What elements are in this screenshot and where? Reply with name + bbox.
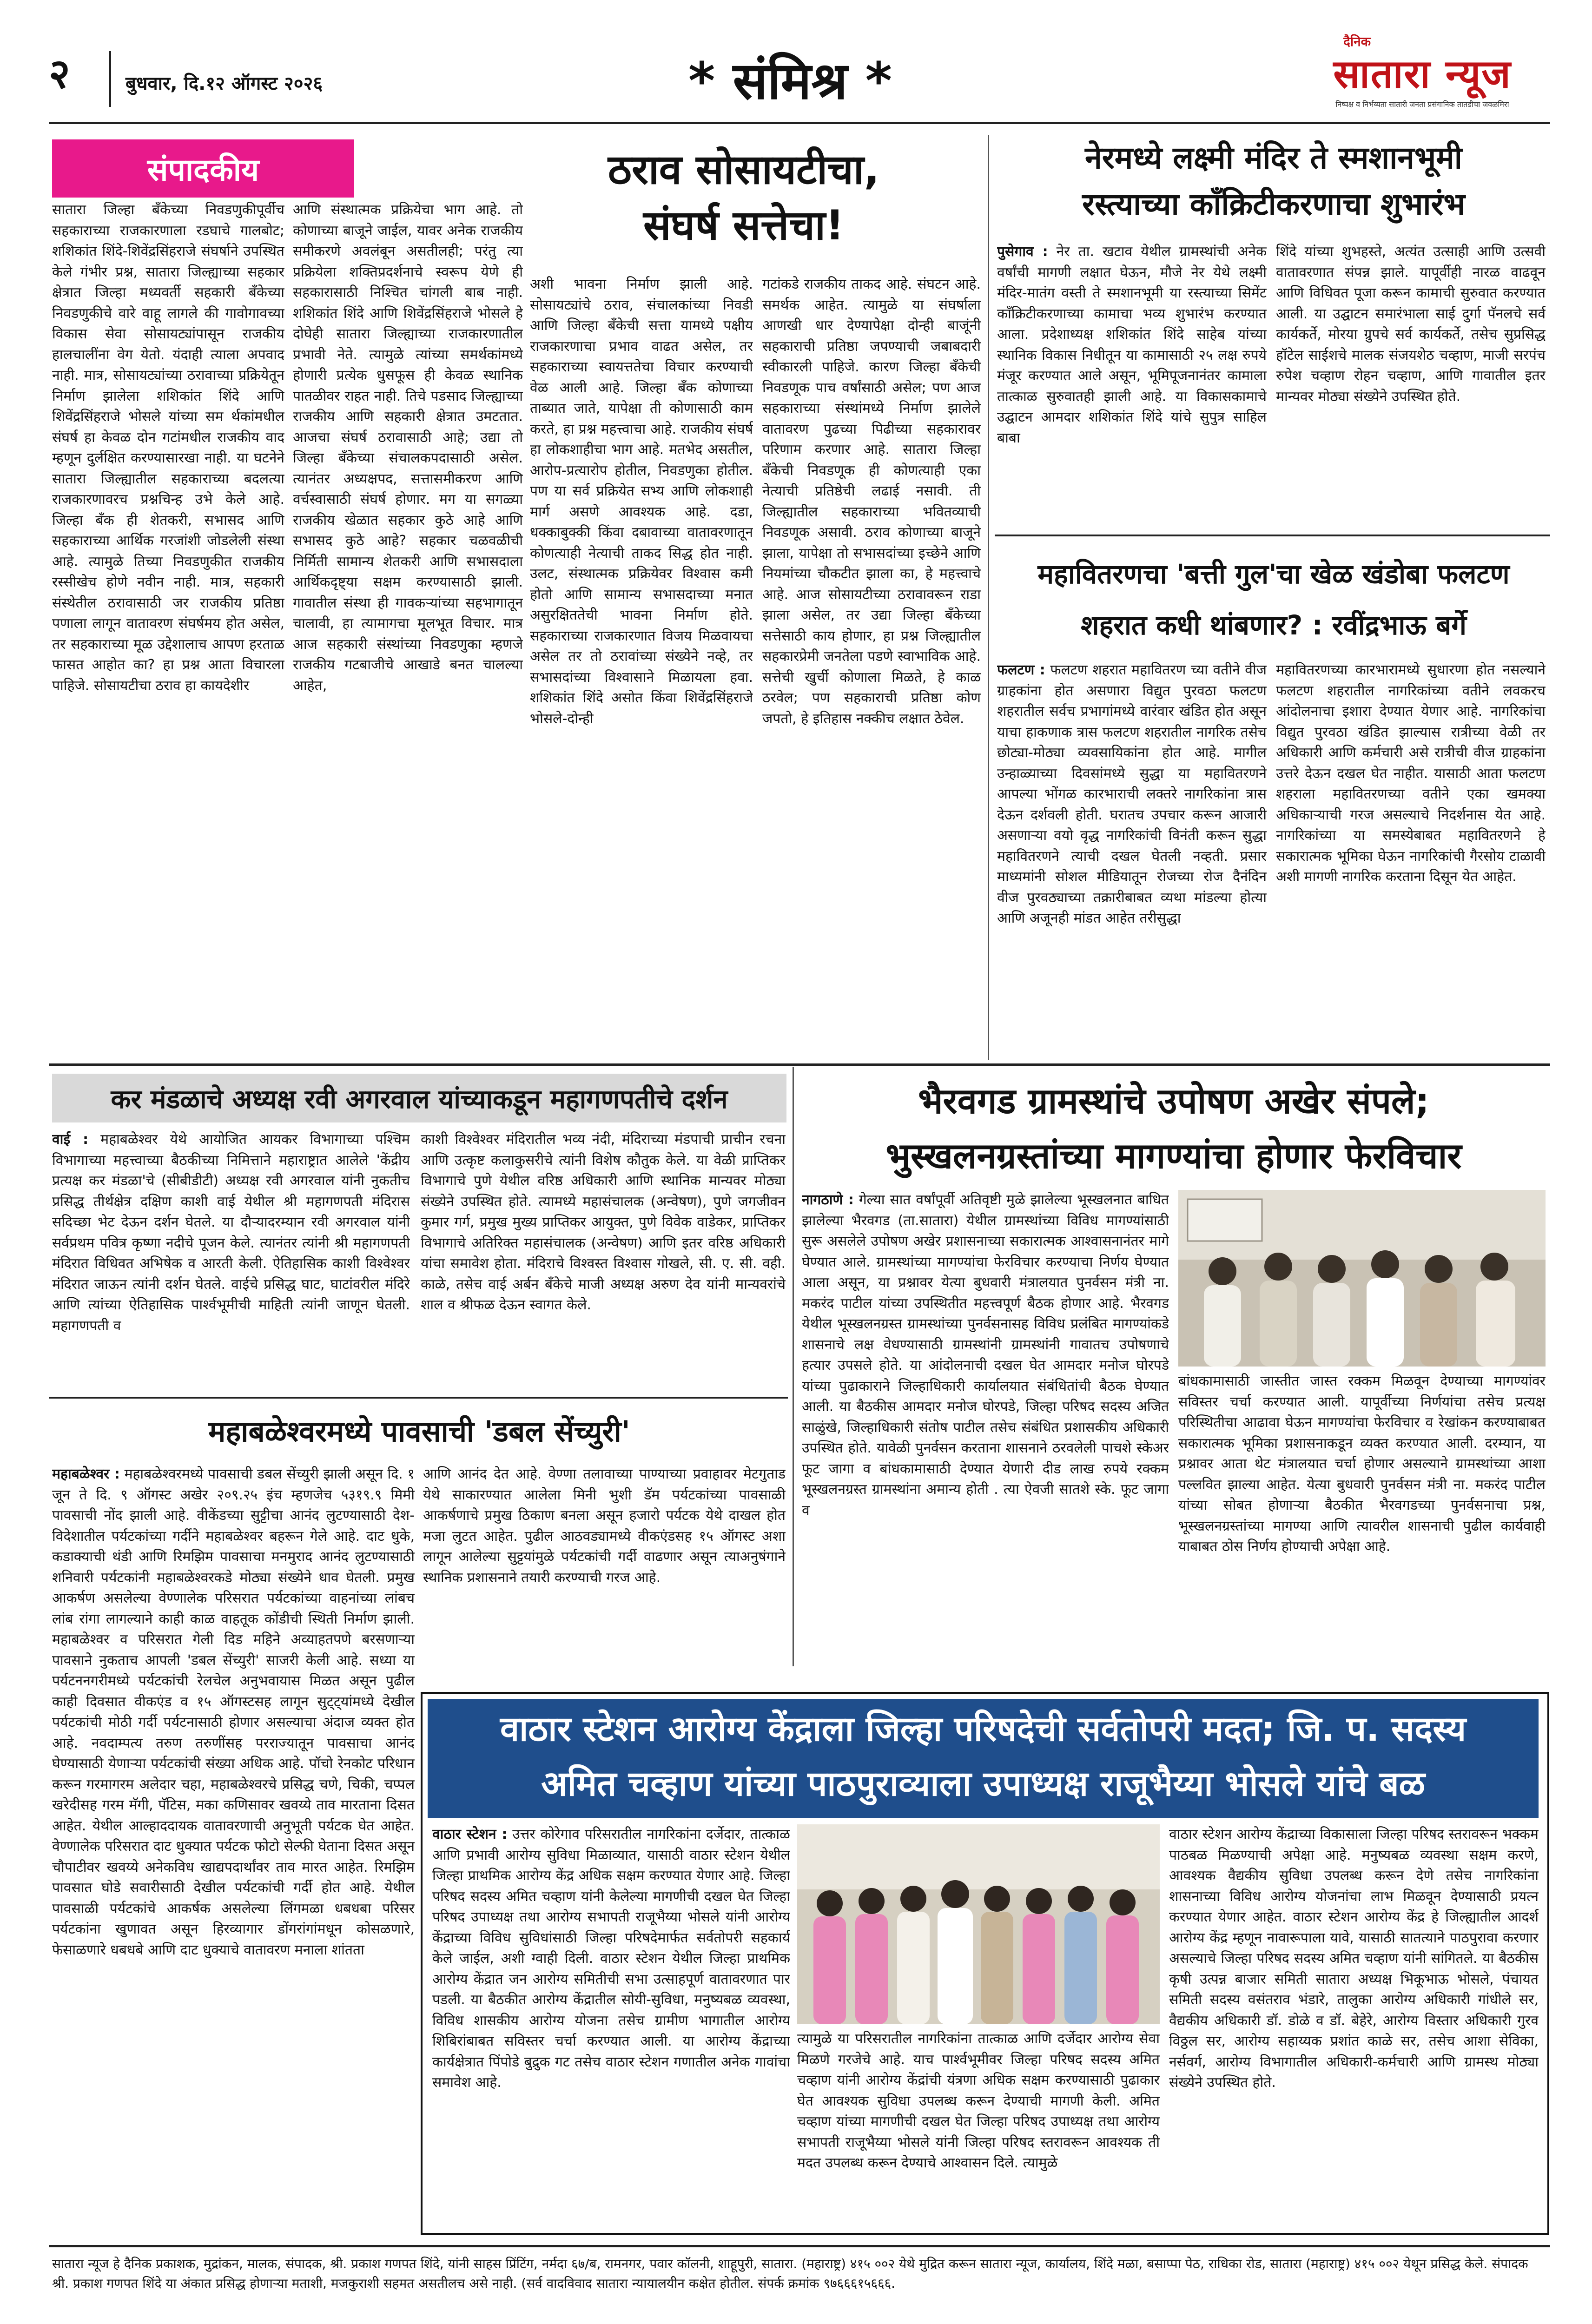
wathar-dateline: वाठार स्टेशन :	[432, 1826, 508, 1842]
laxmi-headline-line2: रस्त्याच्या काँक्रिटीकरणाचा शुभारंभ	[1082, 186, 1465, 222]
agarwal-col-2: काशी विश्वेश्वर मंदिरातील भव्य नंदी, मंदिराच्या मंडपाची प्राचीन रचना आणि उत्कृष्ट कलाकुसरीचे त्यांनी विशेष कौतुक केले. या वेळी प्राप्तिकर विभागाचे पुणे येथील वरिष्ठ अधिकारी आणि स्थानिक मान्यवर मोठ्या संख्येने उपस्थित होते. त्यामध्ये महासंचालक (अन्वेषण), पुणे जगजीवन कुमार गर्ग, प्रमुख मुख्य प्राप्तिकर आयुक्त, पुणे विवेक वाडेकर, प्राप्तिकर विभागाचे अतिरिक्त महासंचालक (अन्वेषण) आणि इतर वरिष्ठ अधिकारी यांचा समावेश होता. मंदिराचे विश्वस्त विश्वास गोखले, सी. ए. सी. वही. काळे, तसेच वाई अर्बन बँकेचे माजी अध्यक्ष अरुण देव यांनी मान्यवरांचे शाल व श्रीफळ देऊन स्वागत केले.	[421, 1131, 786, 1313]
laxmi-headline	[995, 135, 1552, 228]
wathar-headline-box	[428, 1699, 1539, 1818]
bhairavgad-headline	[797, 1074, 1550, 1183]
agarwal-text-1: महाबळेश्वर येथे आयोजित आयकर विभागाच्या पश्चिम विभागाच्या महत्त्वाच्या बैठकीच्या निमित्ताने महाराष्ट्रात आलेले 'केंद्रीय प्रत्यक्ष कर मंडळा'चे (सीबीडीटी) अध्यक्ष रवी अगरवाल यांनी नुकतीच प्रसिद्ध तीर्थक्षेत्र दक्षिण काशी वाई येथील श्री महागणपती मंदिरास सदिच्छा भेट देऊन दर्शन घेतले. या दौऱ्यादरम्यान रवी अगरवाल यांनी सर्वप्रथम पवित्र कृष्णा नदीचे पूजन केले. त्यानंतर त्यांनी श्री महागणपती मंदिरात विधिवत अभिषेक व आरती केली. ऐतिहासिक काशी विश्वेश्वर मंदिरात जाऊन त्यांनी दर्शन घेतले. वाईचे प्रसिद्ध घाट, घाटांवरील मंदिरे आणि त्यांच्या ऐतिहासिक पार्श्वभूमीची माहिती त्यांनी जाणून घेतली. महागणपती व	[52, 1131, 410, 1334]
rain-headline: महाबळेश्वरमध्ये पावसाची 'डबल सेंच्युरी'	[208, 1414, 630, 1448]
phaltan-headline	[995, 548, 1552, 651]
phaltan-headline-line2: शहरात कधी थांबणार? : रवींद्रभाऊ बर्गे	[1081, 609, 1466, 641]
bhairavgad-headline-line2: भुस्खलनग्रस्तांच्या मागण्यांचा होणार फेरविचार	[885, 1135, 1462, 1176]
phaltan-col-1	[997, 660, 1267, 1060]
editorial-label	[52, 139, 354, 198]
rain-dateline: महाबळेश्वर :	[52, 1466, 120, 1482]
wathar-headline-line2: अमित चव्हाण यांच्या पाठपुराव्याला उपाध्यक्ष राजूभैय्या भोसले यांचे बळ	[541, 1764, 1425, 1804]
laxmi-bottom-rule	[995, 535, 1550, 536]
laxmi-text-1: नेर ता. खटाव येथील ग्रामस्थांची अनेक वर्षांची मागणी लक्षात घेऊन, मौजे नेर येथे लक्ष्मी मंदिर-मातंग वस्ती ते स्मशानभूमी या रस्त्याच्या सिमेंट काँक्रिटीकरणाच्या कामाचा भव्य शुभारंभ करण्यात आला. प्रदेशाध्यक्ष शशिकांत शिंदे साहेब यांच्या स्थानिक विकास निधीतून या कामासाठी २५ लक्ष रुपये मंजूर करण्यात आले असून, भूमिपूजनानंतर कामाला तात्काळ सुरुवातही झाली आहे. या विकासकामाचे उद्घाटन आमदार शशिकांत शिंदे यांचे सुपुत्र साहिल बाबा	[997, 244, 1267, 446]
agarwal-headline: कर मंडळाचे अध्यक्ष रवी अगरवाल यांच्याकडून महागणपतीचे दर्शन	[111, 1084, 728, 1115]
mid-rule-1	[49, 1063, 1550, 1066]
agarwal-headline-box	[52, 1074, 786, 1122]
agarwal-bottom-rule	[49, 1397, 788, 1399]
logo-title: सातारा न्यूज	[1333, 51, 1512, 97]
issue-date: बुधवार, दि.१२ ऑगस्ट २०२६	[126, 73, 323, 94]
laxmi-dateline: पुसेगाव :	[997, 244, 1048, 260]
bhairavgad-col-1	[802, 1190, 1169, 1664]
bhairavgad-text-1: गेल्या सात वर्षांपूर्वी अतिवृष्टी मुळे झालेल्या भूस्खलनात बाधित झालेल्या भैरवगड (ता.सातारा) येथील ग्रामस्थांच्या विविध मागण्यांसाठी सुरू असलेले उपोषण अखेर प्रशासनाच्या सकारात्मक आश्वासनानंतर मागे घेण्यात आले. ग्रामस्थांच्या मागण्यांचा फेरविचार करण्याचा निर्णय घेण्यात आला असून, या प्रश्नावर येत्या बुधवारी मंत्रालयात पुनर्वसन मंत्री ना. मकरंद पाटील यांच्या उपस्थितीत महत्त्वपूर्ण बैठक होणार आहे. भैरवगड येथील भूस्खलनग्रस्त ग्रामस्थांच्या पुनर्वसनासह विविध प्रलंबित मागण्यांकडे शासनाचे लक्ष वेधण्यासाठी ग्रामस्थांनी ग्रामस्थांनी गावातच उपोषणाचे हत्यार उपसले होते. या आंदोलनाची दखल घेत आमदार मनोज घोरपडे यांच्या पुढाकाराने जिल्हाधिकारी कार्यालयात संबंधितांची बैठक घेण्यात आली. या बैठकीस आमदार मनोज घोरपडे, जिल्हा परिषद सदस्य अजित साळुंखे, जिल्हाधिकारी संतोष पाटील तसेच संबंधित प्रशासकीय अधिकारी उपस्थित होते. यावेळी पुनर्वसन करताना शासनाने ठरवलेली पाचशे स्केअर फूट जागा व बांधकामासाठी देण्यात येणारी दीड लाख रुपये रक्कम भूस्खलनग्रस्त ग्रामस्थांना अमान्य होती . त्या ऐवजी सातशे स्के. फूट जागा व	[802, 1192, 1169, 1519]
editorial-col-2: आणि संस्थात्मक प्रक्रियेचा भाग आहे. तो कोणाच्या बाजूने जाईल, यावर अनेक राजकीय समीकरणे अवलंबून असतीलही; परंतु त्या प्रक्रियेला शक्तिप्रदर्शनाचे स्वरूप येणे ही सहकारासाठी निश्चित चांगली बाब नाही. शशिकांत शिंदे आणि शिवेंद्रसिंहराजे भोसले हे दोघेही सातारा जिल्ह्याच्या राजकारणातील प्रभावी नेते. त्यामुळे त्यांच्या समर्थकांमध्ये होणारी प्रत्येक धुसफूस ही केवळ स्थानिक पातळीवर राहत नाही. तिचे पडसाद जिल्ह्याच्या राजकीय आणि सहकारी क्षेत्रात उमटतात. आजचा संघर्ष ठरावासाठी आहे; उद्या तो जिल्हा बँकेच्या संचालकपदासाठी असेल. त्यानंतर अध्यक्षपद, सत्तासमीकरण आणि वर्चस्वासाठी संघर्ष होणार. मग या सगळ्या राजकीय खेळात सहकार कुठे आहे आणि सभासद कुठे आहे? सहकार चळवळीची निर्मिती सामान्य शेतकरी आणि सभासदाला आर्थिकदृष्ट्या सक्षम करण्यासाठी झाली. गावातील संस्था ही गावकऱ्यांच्या सहभागातून चालावी, हा त्यामागचा मूलभूत विचार. मात्र आज सहकारी संस्थांच्या निवडणुका म्हणजे राजकीय गटबाजीचे आखाडे बनत चालल्या आहेत,	[293, 202, 523, 694]
header-rule	[49, 122, 1550, 124]
phaltan-col-2: महावितरणच्या कारभारामध्ये सुधारणा होत नसल्याने फलटण शहरातील नागरिकांच्या वतीने लवकरच आंदोलनाचा इशारा देण्यात येणार आहे. नागरिकांचा विद्युत पुरवठा खंडित झाल्यास रात्रीच्या वेळी तर अधिकारी आणि कर्मचारी असे रात्रीची वीज ग्राहकांना उत्तरे देऊन दखल घेत नाहीत. यासाठी आता फलटण शहराला महावितरणच्या वतीने एका खमक्या अधिकाऱ्याची गरज असल्याचे निदर्शनास येत आहे. नागरिकांच्या या समस्येबाबत महावितरणने हे सकारात्मक भूमिका घेऊन नागरिकांची गैरसोय टाळावी अशी मागणी नागरिक करताना दिसून येत आहेत.	[1276, 662, 1546, 885]
wathar-col-3: वाठार स्टेशन आरोग्य केंद्राच्या विकासाला जिल्हा परिषद स्तरावरून भक्कम पाठबळ मिळण्याची अपेक्षा आहे. मनुष्यबळ व्यवस्था सक्षम करणे, आवश्यक वैद्यकीय सुविधा उपलब्ध करून देणे तसेच नागरिकांना शासनाच्या विविध आरोग्य योजनांचा लाभ मिळवून देण्यासाठी प्रयत्न करण्यात येणार आहेत. वाठार स्टेशन आरोग्य केंद्र हे जिल्ह्यातील आदर्श आरोग्य केंद्र म्हणून नावारूपाला यावे, यासाठी सातत्याने पाठपुरावा करणार असल्याचे जिल्हा परिषद सदस्य अमित चव्हाण यांनी सांगितले. या बैठकीस कृषी उत्पन्न बाजार समिती सातारा अध्यक्ष भिकूभाऊ भोसले, पंचायत समिती सदस्य वसंतराव भंडारे, तालुका आरोग्य अधिकारी गांधीले सर, वैद्यकीय अधिकारी डॉ. डोळे व डॉ. बेहेरे, आरोग्य विस्तार अधिकारी गुरव विठ्ठल सर, आरोग्य सहाय्यक प्रशांत काळे सर, तसेच आशा सेविका, नर्सवर्ग, आरोग्य विभागातील अधिकारी-कर्मचारी आणि ग्रामस्थ मोठ्या संख्येने उपस्थित होते.	[1169, 1826, 1539, 2091]
bhairavgad-caption: बांधकामासाठी जास्तीत जास्त रक्कम मिळवून देण्याच्या मागण्यांवर सविस्तर चर्चा करण्यात आली. यापूर्वीच्या निर्णयांचा तसेच प्रत्यक्ष परिस्थितीचा आढावा घेऊन मागण्यांचा फेरविचार व रेखांकन करण्याबाबत सकारात्मक भूमिका प्रशासनाकडून व्यक्त करण्यात आली. दरम्यान, या प्रश्नावर आता थेट मंत्रालयात चर्चा होणार असल्याने ग्रामस्थांच्या आशा पल्लवित झाल्या आहेत. येत्या बुधवारी पुनर्वसन मंत्री ना. मकरंद पाटील यांच्या सोबत होणाऱ्या बैठकीत भैरवगडच्या पुनर्वसनाचा प्रश्न, भूस्खलनग्रस्तांच्या मागण्या आणि त्यावरील शासनाची पुढील कार्यवाही याबाबत ठोस निर्णय होण्याची अपेक्षा आहे.	[1178, 1373, 1546, 1555]
editorial-title-line2: संघर्ष सत्तेचा!	[643, 201, 845, 249]
editorial-label-text: संपादकीय	[147, 152, 259, 188]
laxmi-col-1	[997, 242, 1267, 530]
meeting-photo-graphic	[1178, 1190, 1546, 1367]
phaltan-dateline: फलटण :	[997, 662, 1045, 678]
bhairavgad-photo	[1178, 1190, 1546, 1367]
agarwal-dateline: वाई :	[52, 1131, 89, 1148]
footer-rule	[49, 2245, 1550, 2247]
agarwal-col-1	[52, 1129, 410, 1390]
rain-col-2: आणि आनंद देत आहे. वेण्णा तलावाच्या पाण्याच्या प्रवाहावर मेटगुताड येथे साकारण्यात आलेला मिनी भुशी डॅम पर्यटकांच्या पावसाळी आकर्षणाचे प्रमुख ठिकाण बनला असून हजारो पर्यटक येथे दाखल होत मजा लुटत आहेत. पुढील आठवड्यामध्ये वीकएंडसह १५ ऑगस्ट अशा लागून आलेल्या सुट्टयांमुळे पर्यटकांची गर्दी वाढणार असून त्याअनुषंगाने स्थानिक प्रशासनाने तयारी करण्याची गरज आहे.	[423, 1466, 786, 1586]
rain-text-1: महाबळेश्वरमध्ये पावसाची डबल सेंच्युरी झाली असून दि. १ जून ते दि. ९ ऑगस्ट अखेर २०९.२५ इंच म्हणजेच ५३१९.९ मिमी पावसाची नोंद झाली आहे. वीकेंडच्या सुट्टीचा आनंद लुटण्यासाठी देश-विदेशातील पर्यटकांच्या गर्दीने महाबळेश्वर बहरून गेले आहे. दाट धुके, कडाक्याची थंडी आणि रिमझिम पावसाचा मनमुराद आनंद लुटण्यासाठी शनिवारी पर्यटकांनी महाबळेश्वरकडे मोठ्या संख्येने धाव घेतली. प्रमुख आकर्षण असलेल्या वेण्णालेक परिसरात पर्यटकांच्या वाहनांच्या लांबच लांब रांगा लागल्याने काही काळ वाहतूक कोंडीची स्थिती निर्माण झाली. महाबळेश्वर व परिसरात गेली दिड महिने अव्याहतपणे बरसणाऱ्या पावसाने नुकताच आपली 'डबल सेंच्युरी' साजरी केली आहे. सध्या या पर्यटननगरीमध्ये पर्यटकांची रेलचेल अनुभवायास मिळत असून पुढील काही दिवसात वीकएंड व १५ ऑगस्टसह लागून सुट्ट्यांमध्ये देखील पर्यटकांची मोठी गर्दी पर्यटनासाठी होणार असल्याचा अंदाज व्यक्त होत आहे. नवदाम्पत्य तरुण तरुणींसह परराज्यातून पावसाचा आनंद घेण्यासाठी येणाऱ्या पर्यटकांची संख्या अधिक आहे. पॉचो रेनकोट परिधान करून गरमागरम अलेदार चहा, महाबळेश्वरचे प्रसिद्ध चणे, चिकी, चप्पल खरेदीसह गरम मॅगी, पॅटिस, मका कणिसावर खवय्ये ताव मारताना दिसत आहेत. येथील आल्हाददायक वातावरणाची अनुभूती पर्यटक घेत आहेत. वेण्णालेक परिसरात दाट धुक्यात पर्यटक फोटो सेल्फी घेताना दिसत असून चौपाटीवर खवय्ये अनेकविध खाद्यपदार्थांवर ताव मारत आहेत. रिमझिम पावसात घोडे सवारीसाठी देखील पर्यटकांची गर्दी होत आहे. येथील पावसाळी पर्यटकांचे आकर्षक असलेल्या लिंगमळा धबधबा परिसर पर्यटकांना खुणावत असून हिरव्यागार डोंगरांगांमधून कोसळणारे, फेसाळणारे धबधबे आणि दाट धुक्याचे वातावरण मनाला शांतता	[52, 1466, 415, 1958]
header-divider	[109, 51, 111, 107]
editorial-col-3: अशी भावना निर्माण झाली आहे. सोसायट्यांचे ठराव, संचालकांच्या निवडी आणि जिल्हा बँकेची सत्ता यामध्ये पक्षीय राजकारणाचा प्रभाव वाढत असेल, तर सहकाराच्या स्वायत्ततेचा विचार करण्याची वेळ आली आहे. जिल्हा बँक कोणाच्या ताब्यात जाते, यापेक्षा ती कोणासाठी काम करते, हा प्रश्न महत्त्वाचा आहे. राजकीय संघर्ष हा लोकशाहीचा भाग आहे. मतभेद असतील, आरोप-प्रत्यारोप होतील, निवडणुका होतील. पण या सर्व प्रक्रियेत सभ्य आणि लोकशाही मार्ग असणे आवश्यक आहे. दडा, धक्काबुक्की किंवा दबावाच्या वातावरणातून कोणत्याही नेत्याची ताकद सिद्ध होत नाही. उलट, संस्थात्मक प्रक्रियेवर विश्वास कमी होतो आणि सामान्य सभासदाच्या मनात असुरक्षिततेची भावना निर्माण होते. सहकाराच्या राजकारणात विजय मिळवायचा असेल तर तो ठरावांच्या संख्येने नव्हे, तर सभासदांच्या विश्वासाने मिळायला हवा. शशिकांत शिंदे असोत किंवा शिवेंद्रसिंहराजे भोसले-दोन्ही	[530, 276, 753, 727]
wathar-col-1	[432, 1824, 790, 2224]
editorial-divider	[988, 135, 989, 1060]
newspaper-logo	[1292, 33, 1552, 121]
bhairavgad-headline-line1: भैरवगड ग्रामस्थांचे उपोषण अखेर संपले;	[918, 1080, 1429, 1122]
health-meeting-photo-graphic	[797, 1824, 1160, 2024]
phaltan-headline-line1: महावितरणचा 'बत्ती गुल'चा खेळ खंडोबा फलटण	[1037, 558, 1510, 590]
laxmi-col-2: शिंदे यांच्या शुभहस्ते, अत्यंत उत्साही आणि उत्सवी वातावरणात संपन्न झाले. यापूर्वीही नारळ वाढवून आणि विधिवत पूजा करून कामाची सुरुवात करण्यात आली. या उद्घाटन समारंभाला साई दुर्गा पॅनलचे सर्व कार्यकर्ते, मोरया ग्रुपचे सर्व कार्यकर्ते, तसेच सुप्रसिद्ध हॉटेल साईशचे मालक संजयशेठ चव्हाण, माजी सरपंच रुपेश चव्हाण रोहन चव्हाण, आणि गावातील इतर मान्यवर मोठ्या संख्येने उपस्थित होते.	[1276, 244, 1546, 405]
wathar-headline-line1: वाठार स्टेशन आरोग्य केंद्राला जिल्हा परिषदेची सर्वतोपरी मदत; जि. प. सदस्य	[500, 1709, 1466, 1749]
wathar-caption: त्यामुळे या परिसरातील नागरिकांना तात्काळ आणि दर्जेदार आरोग्य सेवा मिळणे गरजेचे आहे. याच पार्श्वभूमीवर जिल्हा परिषद सदस्य अमित चव्हाण यांनी आरोग्य केंद्रांची यंत्रणा अधिक सक्षम करण्यासाठी पुढाकार घेत आवश्यक सुविधा उपलब्ध करून देण्याची मागणी केली. अमित चव्हाण यांच्या मागणीची दखल घेत जिल्हा परिषद उपाध्यक्ष तथा आरोग्य सभापती राजूभैय्या भोसले यांनी जिल्हा परिषद स्तरावरून आवश्यक ती मदत उपलब्ध करून देण्याचे आश्वासन दिले. त्यामुळे	[797, 2031, 1160, 2171]
bhairavgad-dateline: नागठाणे :	[802, 1192, 854, 1208]
section-title: * संमिश्र *	[688, 51, 892, 111]
laxmi-headline-line1: नेरमध्ये लक्ष्मी मंदिर ते स्मशानभूमी	[1085, 140, 1462, 176]
imprint-marathi: सातारा न्यूज हे दैनिक प्रकाशक, मुद्रांकन, मालक, संपादक, श्री. प्रकाश गणपत शिंदे, यांनी साहस प्रिंटिंग, नर्मदा ६७/ब, रामनगर, पवार कॉलनी, शाहूपुरी, सातारा. (महाराष्ट्र) ४१५ ००२ येथे मुद्रित करून सातारा न्यूज, कार्यालय, शिंदे मळा, बसाप्पा पेठ, राधिका रोड, सातारा (महाराष्ट्र) ४१५ ००२ येथून प्रसिद्ध केले. संपादक श्री. प्रकाश गणपत शिंदे या अंकात प्रसिद्ध होणाऱ्या मताशी, मजकुराशी सहमत असतीलच असे नाही. (सर्व वादविवाद सातारा न्यायालयीन कक्षेत होतील. संपर्क क्रमांक ९७६६६१५६६६.	[52, 2256, 1528, 2291]
wathar-photo	[797, 1824, 1160, 2024]
logo-prefix: दैनिक	[1343, 34, 1371, 49]
mid-divider	[793, 1067, 794, 1666]
editorial-col-4: गटांकडे राजकीय ताकद आहे. संघटन आहे. समर्थक आहेत. त्यामुळे या संघर्षाला आणखी धार देण्यापेक्षा दोन्ही बाजूंनी सहकाराची प्रतिष्ठा जपण्याची जबाबदारी स्वीकारली पाहिजे. कारण जिल्हा बँकेची निवडणूक पाच वर्षांसाठी असेल; पण आज सहकाराच्या संस्थांमध्ये निर्माण झालेले वातावरण पुढच्या पिढीच्या सहकारावर परिणाम करणार आहे. सातारा जिल्हा बँकेची निवडणूक ही कोणत्याही एका नेत्याची प्रतिष्ठेची लढाई नसावी. ती जिल्ह्यातील सहकाराच्या भवितव्याची निवडणूक असावी. ठराव कोणाच्या बाजूने झाला, यापेक्षा तो सभासदांच्या इच्छेने आणि नियमांच्या चौकटीत झाला का, हे महत्त्वाचे आहे. आज सोसायटीच्या ठरावावरून राडा झाला असेल, तर उद्या जिल्हा बँकेच्या सत्तेसाठी काय होणार, हा प्रश्न जिल्ह्यातील सहकारप्रेमी जनतेला पडणे स्वाभाविक आहे. सत्तेची खुर्ची कोणाला मिळते, हे काळ ठरवेल; पण सहकाराची प्रतिष्ठा कोण जपतो, हे इतिहास नक्कीच लक्षात ठेवेल.	[762, 276, 981, 727]
editorial-title-line1: ठराव सोसायटीचा,	[608, 145, 880, 193]
editorial-title	[511, 142, 976, 253]
logo-tagline: निष्पक्ष व निर्भय्यता सातारी जनता प्रसंगानिक तातडीचा जवळमिरा	[1335, 100, 1509, 109]
editorial-col-1: सातारा जिल्हा बँकेच्या निवडणुकीपूर्वीच सहकाराच्या राजकारणाला रडघाचे गालबोट; शशिकांत शिंदे-शिवेंद्रसिंहराजे संघर्षाने उपस्थित केले गंभीर प्रश्न, सातारा जिल्ह्याच्या सहकार क्षेत्रात जिल्हा मध्यवर्ती सहकारी बँकेच्या निवडणुकीचे वारे वाहू लागले की गावोगावच्या विकास सेवा सोसायट्यांपासून राजकीय हालचालींना वेग येतो. यंदाही त्याला अपवाद नाही. मात्र, सोसायट्यांच्या ठरावाच्या प्रक्रियेतून निर्माण झालेला शशिकांत शिंदे आणि शिवेंद्रसिंहराजे भोसले यांच्या सम र्थकांमधील संघर्ष हा केवळ दोन गटांमधील राजकीय वाद म्हणून दुर्लक्षित करण्यासारखा नाही. या घटनेने सातारा जिल्ह्यातील सहकाराच्या बदलत्या राजकारणावरच प्रश्नचिन्ह उभे केले आहे. जिल्हा बँक ही शेतकरी, सभासद आणि सहकाराच्या आर्थिक गरजांशी जोडलेली संस्था आहे. त्यामुळे तिच्या निवडणुकीत राजकीय रस्सीखेच होणे नवीन नाही. मात्र, सहकारी संस्थेतील ठरावासाठी जर राजकीय प्रतिष्ठा पणाला लागून वातावरण संघर्षमय होत असेल, तर सहकाराच्या मूळ उद्देशालाच आपण हरताळ फासत आहोत का? हा प्रश्न आता विचारला पाहिजे. सोसायटीचा ठराव हा कायदेशीर	[52, 202, 284, 694]
rain-col-1	[52, 1464, 415, 2189]
page-number: २	[49, 49, 70, 98]
phaltan-text-1: फलटण शहरात महावितरण च्या वतीने वीज ग्राहकांना होत असणारा विद्युत पुरवठा फलटण शहरातील सर्वच प्रभागांमध्ये वारंवार खंडित होत असून याचा हाकणाक त्रास फलटण शहरातील नागरिक तसेच छोट्या-मोठ्या व्यवसायिकांना होत आहे. मागील उन्हाळ्याच्या दिवसांमध्ये सुद्धा या महावितरणने आपल्या भोंगळ कारभाराची लक्तरे नागरिकांना त्रास देऊन दर्शवली होती. घरातच उपचार करून आजारी असणाऱ्या वयो वृद्ध नागरिकांची विनंती करून सुद्धा महावितरणने त्याची दखल घेतली नव्हती. प्रसार माध्यमांनी सोशल मीडियातून रोजच्या रोज दैनंदिन वीज पुरवठ्याच्या तक्रारीबाबत व्यथा मांडल्या होत्या आणि अजूनही मांडत आहेत तरीसुद्धा	[997, 662, 1267, 926]
wathar-text-1: उत्तर कोरेगाव परिसरातील नागरिकांना दर्जेदार, तात्काळ आणि प्रभावी आरोग्य सुविधा मिळाव्यात, यासाठी वाठार स्टेशन येथील जिल्हा प्राथमिक आरोग्य केंद्र अधिक सक्षम करण्यात येणार आहे. जिल्हा परिषद सदस्य अमित चव्हाण यांनी केलेल्या मागणीची दखल घेत जिल्हा परिषद उपाध्यक्ष तथा आरोग्य सभापती राजूभैय्या भोसले यांनी आरोग्य केंद्राच्या विविध सुविधांसाठी जिल्हा परिषदेमार्फत सर्वतोपरी सहकार्य केले जाईल, अशी ग्वाही दिली. वाठार स्टेशन येथील जिल्हा प्राथमिक आरोग्य केंद्रात जन आरोग्य समितीची सभा उत्साहपूर्ण वातावरणात पार पडली. या बैठकीत आरोग्य केंद्रातील सोयी-सुविधा, मनुष्यबळ व्यवस्था, विविध शासकीय आरोग्य योजना तसेच ग्रामीण भागातील आरोग्य शिबिरांबाबत सविस्तर चर्चा करण्यात आली. या आरोग्य केंद्राच्या कार्यक्षेत्रात पिंपोडे बुद्रुक गट तसेच वाठार स्टेशन गणातील अनेक गावांचा समावेश आहे.	[432, 1826, 790, 2091]
